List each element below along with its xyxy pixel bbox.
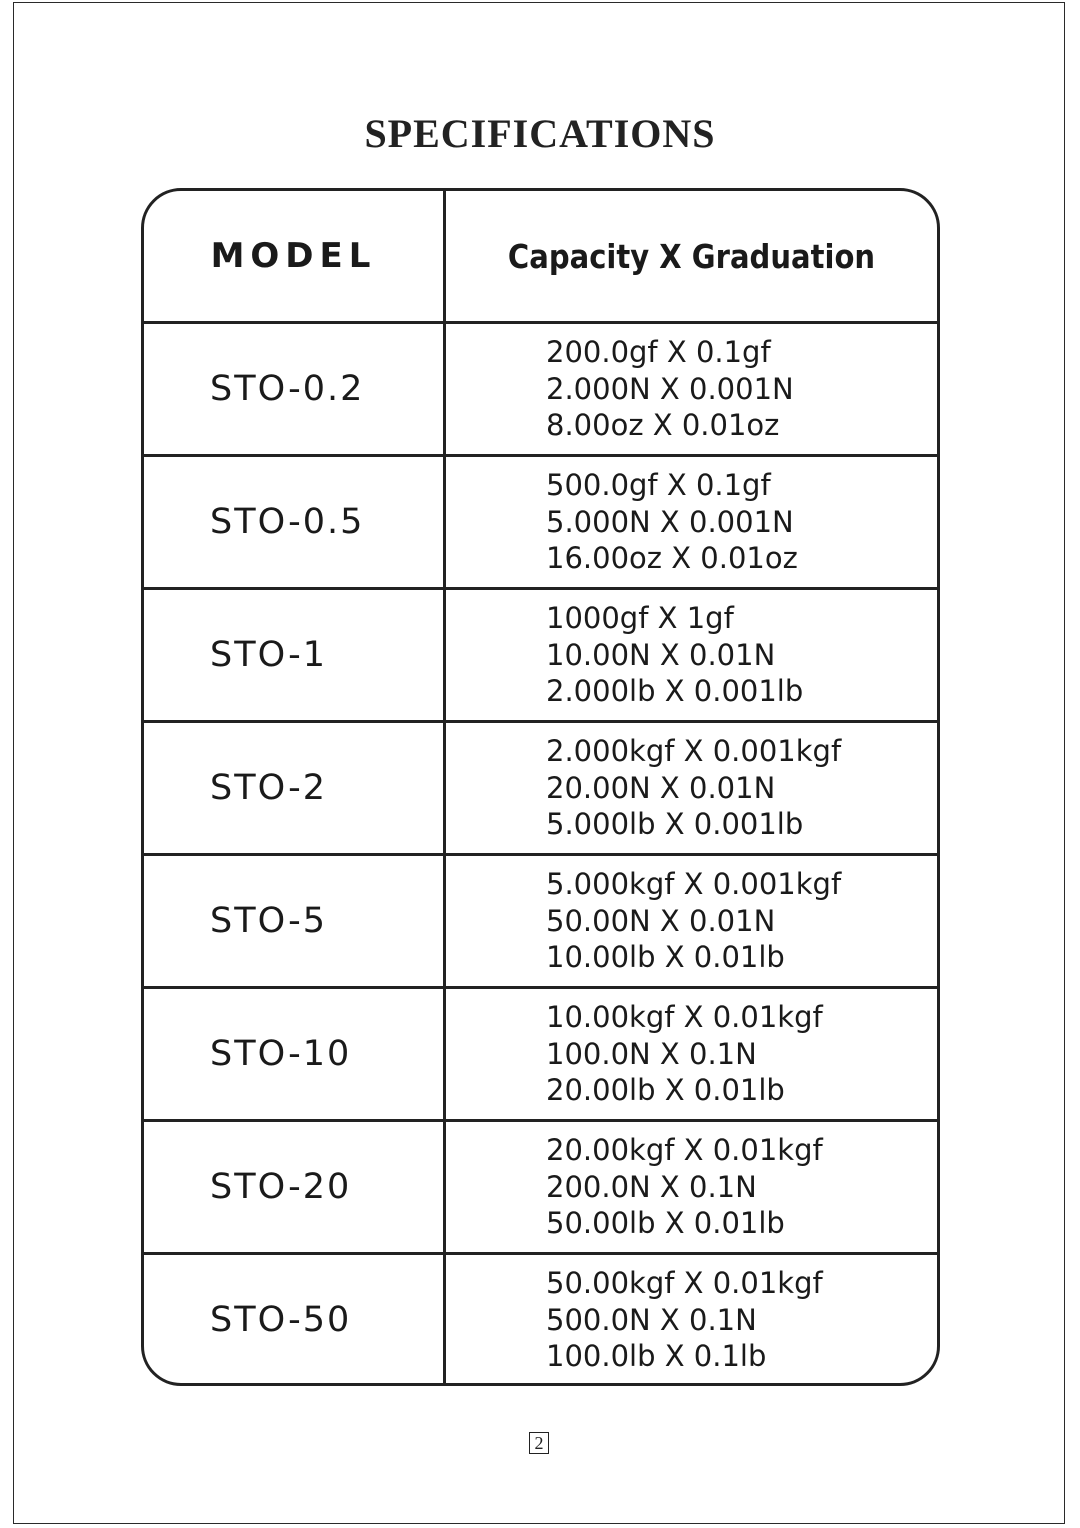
table-row: [144, 457, 937, 590]
spec-line: 200.0gf X 0.1gf: [546, 335, 771, 370]
spec-line: 2.000kgf X 0.001kgf: [546, 734, 842, 769]
spec-line: 100.0N X 0.1N: [546, 1036, 757, 1071]
model-cell: STO-5: [210, 901, 328, 941]
capacity-column-header: Capacity X Graduation: [507, 236, 876, 276]
spec-cell: [546, 457, 798, 587]
table-row: [144, 989, 937, 1122]
model-cell: STO-1: [210, 635, 328, 675]
page-title: SPECIFICATIONS: [364, 111, 716, 156]
spec-line: 100.0lb X 0.1lb: [546, 1339, 767, 1374]
spec-cell: [546, 856, 841, 986]
spec-line: 5.000kgf X 0.001kgf: [546, 867, 842, 902]
model-cell: STO-10: [210, 1034, 352, 1074]
model-cell: STO-50: [210, 1300, 352, 1340]
spec-line: 500.0N X 0.1N: [546, 1302, 757, 1337]
spec-line: 2.000lb X 0.001lb: [546, 674, 804, 709]
specifications-table: [141, 188, 940, 1386]
spec-line: 10.00N X 0.01N: [546, 637, 776, 672]
table-row: [144, 856, 937, 989]
spec-line: 20.00N X 0.01N: [546, 770, 776, 805]
spec-line: 2.000N X 0.001N: [546, 371, 794, 406]
spec-line: 5.000N X 0.001N: [546, 504, 794, 539]
spec-line: 20.00lb X 0.01lb: [546, 1073, 785, 1108]
spec-cell: [546, 723, 841, 853]
spec-line: 200.0N X 0.1N: [546, 1169, 757, 1204]
table-row: [144, 1122, 937, 1255]
table-header-row: [144, 191, 937, 324]
spec-cell: [546, 590, 803, 720]
page-number: 2: [529, 1432, 549, 1454]
spec-line: 500.0gf X 0.1gf: [546, 468, 771, 503]
spec-cell: [546, 1122, 823, 1252]
spec-line: 10.00kgf X 0.01kgf: [546, 1000, 823, 1035]
spec-line: 50.00lb X 0.01lb: [546, 1206, 785, 1241]
table-row: [144, 1255, 937, 1386]
model-column-header: MODEL: [210, 236, 377, 276]
spec-line: 20.00kgf X 0.01kgf: [546, 1133, 823, 1168]
table-row: [144, 590, 937, 723]
model-cell: STO-0.5: [210, 502, 365, 542]
model-cell: STO-20: [210, 1167, 352, 1207]
spec-cell: [546, 989, 823, 1119]
spec-line: 5.000lb X 0.001lb: [546, 807, 804, 842]
spec-cell: [546, 324, 794, 454]
spec-line: 1000gf X 1gf: [546, 601, 734, 636]
model-cell: STO-2: [210, 768, 328, 808]
spec-line: 50.00kgf X 0.01kgf: [546, 1266, 823, 1301]
model-cell: STO-0.2: [210, 369, 365, 409]
table-row: [144, 723, 937, 856]
spec-cell: [546, 1255, 823, 1385]
spec-line: 50.00N X 0.01N: [546, 903, 776, 938]
spec-line: 8.00oz X 0.01oz: [546, 408, 780, 443]
spec-line: 10.00lb X 0.01lb: [546, 940, 785, 975]
spec-line: 16.00oz X 0.01oz: [546, 541, 798, 576]
table-row: [144, 324, 937, 457]
